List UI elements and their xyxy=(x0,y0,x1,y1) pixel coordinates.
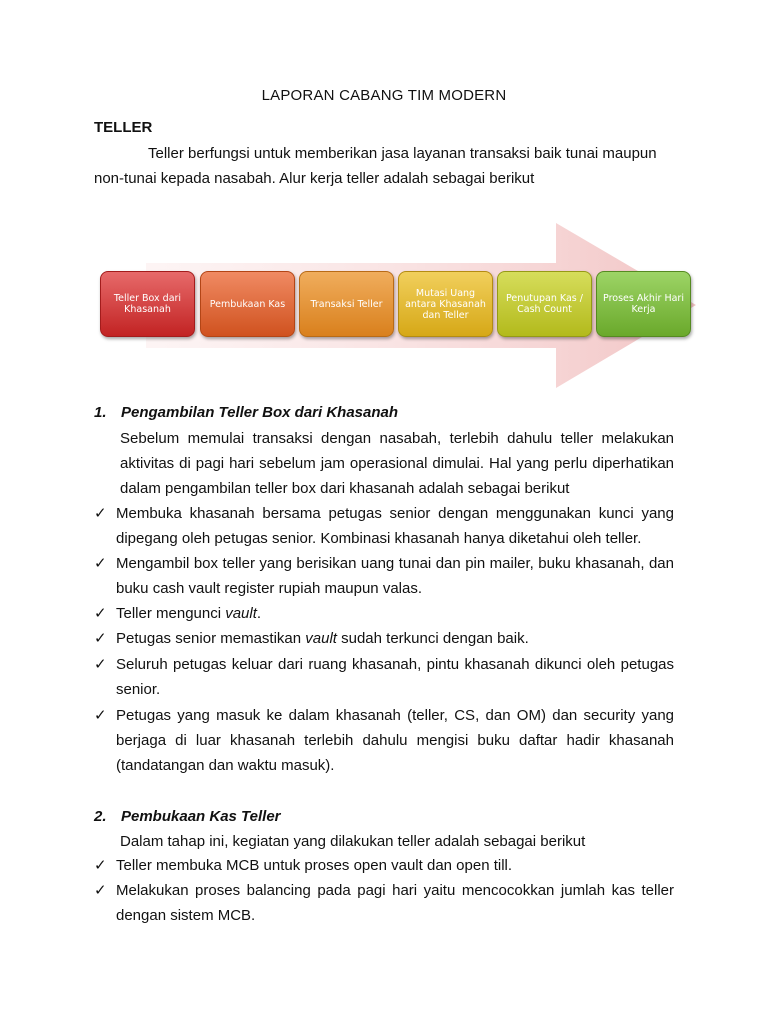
checklist-text-part: Membuka khasanah bersama petugas senior dengan menggunakan kunci yang dipegang oleh petugas senior. Kombinasi khasanah hanya diketahui oleh teller. xyxy=(116,505,674,547)
checklist-text-part: Teller mengunci xyxy=(116,605,226,622)
check-icon: ✓ xyxy=(94,857,107,874)
item-number: 1. xyxy=(94,404,107,421)
check-icon: ✓ xyxy=(94,882,107,899)
checklist-emphasis: vault xyxy=(305,630,337,647)
step-transaksi-teller xyxy=(299,271,394,337)
intro-line-2: non-tunai kepada nasabah. Alur kerja teller adalah sebagai berikut xyxy=(94,170,535,187)
checklist-text xyxy=(116,601,674,626)
checklist-text-part: Seluruh petugas keluar dari ruang khasanah, pintu khasanah dikunci oleh petugas senior. xyxy=(116,656,674,698)
step-pembukaan-kas xyxy=(200,271,295,337)
step-label: Pembukaan Kas xyxy=(209,298,286,310)
check-icon: ✓ xyxy=(94,505,107,522)
item-2-description: Dalam tahap ini, kegiatan yang dilakukan teller adalah sebagai berikut xyxy=(120,833,586,850)
checklist-text xyxy=(116,626,674,651)
step-label: Mutasi Uang antara Khasanah dan Teller xyxy=(405,287,486,321)
checklist-item xyxy=(94,551,674,601)
checklist-text xyxy=(116,703,674,778)
document-title: LAPORAN CABANG TIM MODERN xyxy=(261,87,507,104)
step-label: Teller Box dari Khasanah xyxy=(113,293,182,315)
checklist-text xyxy=(116,853,674,878)
teller-workflow-diagram xyxy=(96,218,696,393)
checklist-text xyxy=(116,551,674,601)
checklist-item xyxy=(94,853,674,878)
check-icon: ✓ xyxy=(94,707,107,724)
step-teller-box xyxy=(100,271,195,337)
checklist-item xyxy=(94,626,674,651)
checklist-item xyxy=(94,703,674,778)
item-1-heading xyxy=(94,404,398,421)
step-penutupan-kas xyxy=(497,271,592,337)
step-label: Penutupan Kas / Cash Count xyxy=(506,293,583,315)
item-title: Pengambilan Teller Box dari Khasanah xyxy=(121,404,399,421)
checklist-text-part: Teller membuka MCB untuk proses open vault dan open till. xyxy=(116,857,513,874)
intro-line-1: Teller berfungsi untuk memberikan jasa layanan transaksi baik tunai maupun xyxy=(148,145,657,162)
checklist-text xyxy=(116,501,674,551)
checklist-item xyxy=(94,878,674,928)
check-icon: ✓ xyxy=(94,630,107,647)
item-title: Pembukaan Kas Teller xyxy=(121,808,281,825)
checklist-text xyxy=(116,652,674,702)
checklist-emphasis: vault xyxy=(225,605,257,622)
check-icon: ✓ xyxy=(94,656,107,673)
checklist-text-part: Petugas yang masuk ke dalam khasanah (teller, CS, dan OM) dan security yang berjaga di luar khasanah terlebih dahulu mengisi buku daftar hadir khasanah (tandatangan dan waktu masuk). xyxy=(116,707,674,774)
checklist-text-part: Mengambil box teller yang berisikan uang tunai dan pin mailer, buku khasanah, dan buku cash vault register rupiah maupun valas. xyxy=(116,555,674,597)
check-icon: ✓ xyxy=(94,555,107,572)
item-2-heading xyxy=(94,808,281,825)
step-label: Transaksi Teller xyxy=(310,298,383,310)
step-proses-akhir xyxy=(596,271,691,337)
step-mutasi-uang xyxy=(398,271,493,337)
checklist-item xyxy=(94,652,674,702)
checklist-text-part: sudah terkunci dengan baik. xyxy=(336,630,529,647)
checklist-text xyxy=(116,878,674,928)
checklist-item xyxy=(94,501,674,551)
checklist-text-part: . xyxy=(256,605,262,622)
checklist-text-part: Petugas senior memastikan xyxy=(116,630,306,647)
checklist-item xyxy=(94,601,674,626)
item-number: 2. xyxy=(94,808,107,825)
check-icon: ✓ xyxy=(94,605,107,622)
section-heading: TELLER xyxy=(94,119,153,136)
item-1-description: Sebelum memulai transaksi dengan nasabah, terlebih dahulu teller melakukan aktivitas di pagi hari sebelum jam operasional dimulai. Hal yang perlu diperhatikan dalam pengambilan teller box dari khasanah adalah sebagai berikut xyxy=(120,430,674,497)
checklist-text-part: Melakukan proses balancing pada pagi hari yaitu mencocokkan jumlah kas teller dengan sistem MCB. xyxy=(116,882,674,924)
step-label: Proses Akhir Hari Kerja xyxy=(603,293,684,315)
